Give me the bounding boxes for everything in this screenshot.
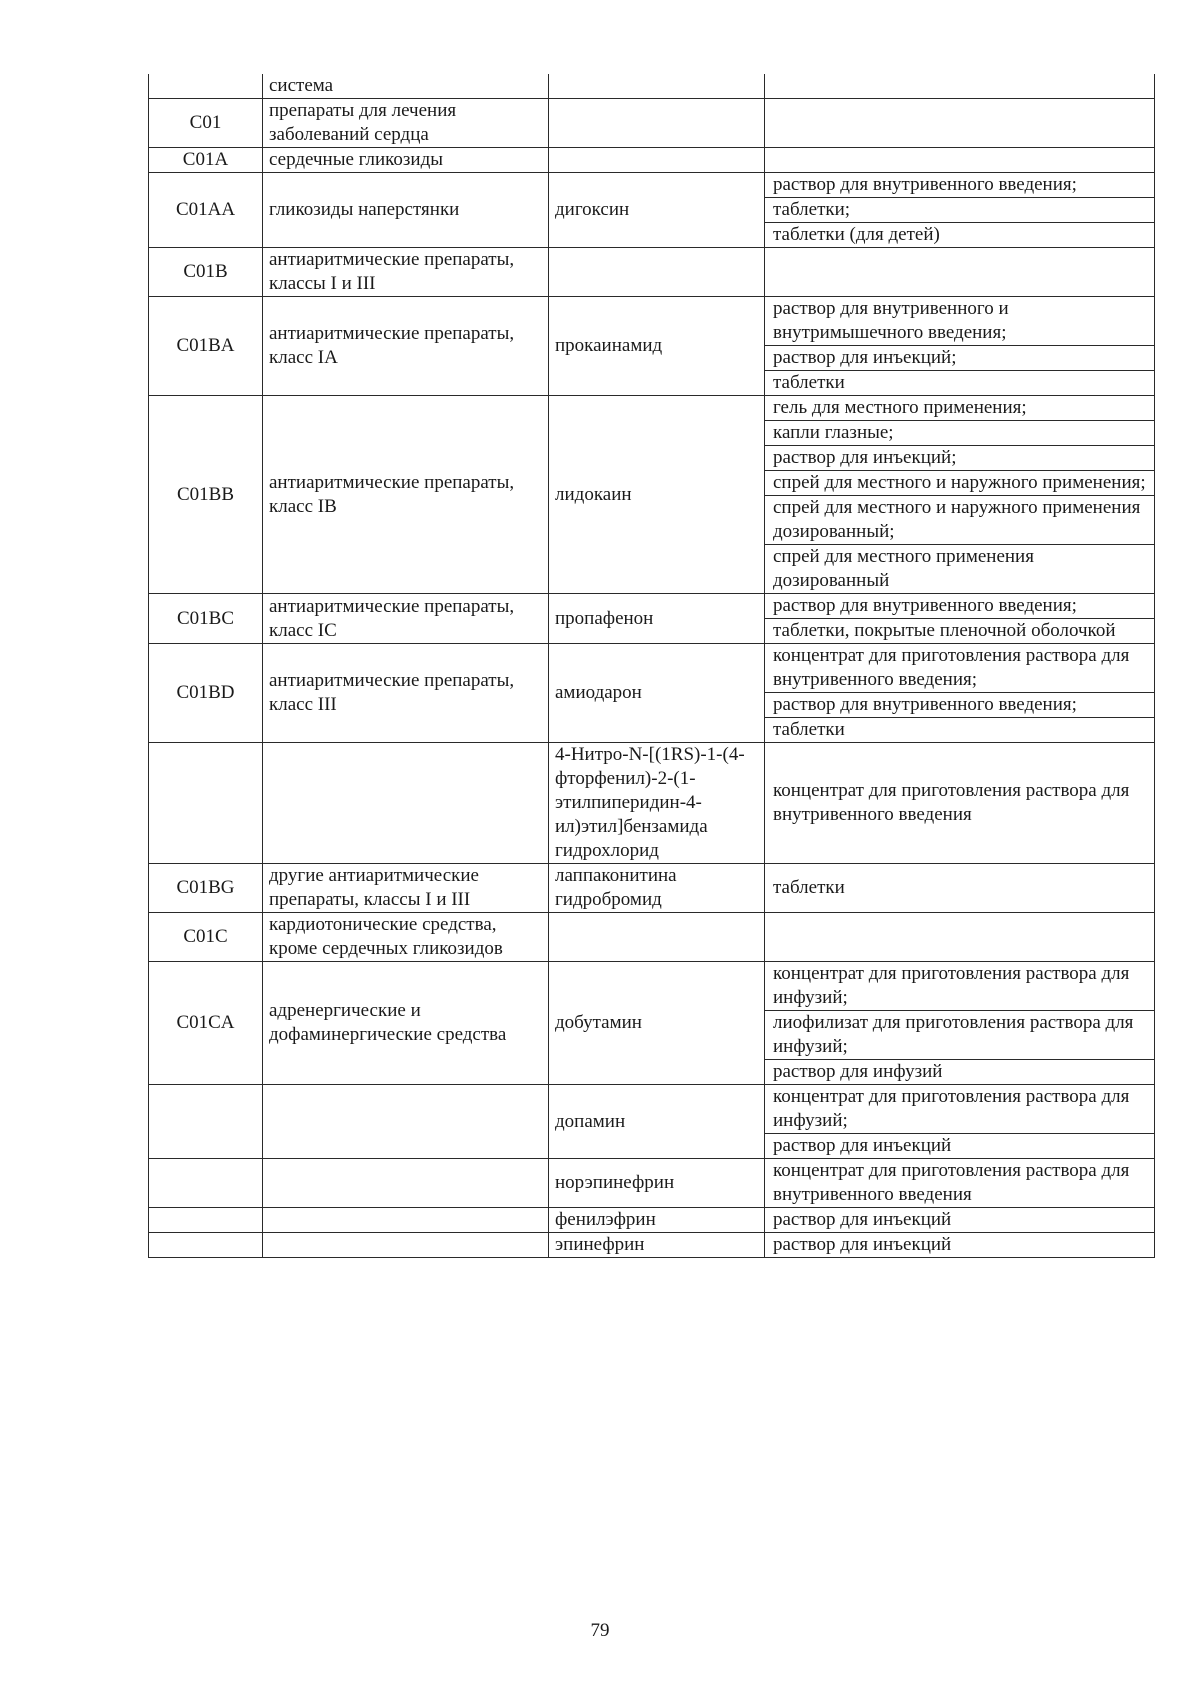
atc-code-cell: C01BA: [149, 297, 263, 396]
dosage-form-cell: раствор для внутривенного введения;: [765, 173, 1155, 198]
table-row: [149, 594, 1155, 619]
substance-cell: эпинефрин: [549, 1233, 765, 1258]
table-row: [149, 148, 1155, 173]
atc-code-cell: [149, 1085, 263, 1159]
dosage-form-cell: концентрат для приготовления раствора для внутривенного введения: [765, 1159, 1155, 1208]
dosage-form-cell: таблетки: [765, 718, 1155, 743]
atc-code-cell: [149, 1208, 263, 1233]
dosage-form-cell: [765, 99, 1155, 148]
substance-cell: допамин: [549, 1085, 765, 1159]
dosage-form-cell: капли глазные;: [765, 421, 1155, 446]
table-row: [149, 743, 1155, 864]
dosage-form-cell: раствор для инфузий: [765, 1060, 1155, 1085]
table-row: [149, 644, 1155, 693]
atc-code-cell: C01: [149, 99, 263, 148]
substance-cell: [549, 913, 765, 962]
atc-code-cell: C01AA: [149, 173, 263, 248]
substance-cell: амиодарон: [549, 644, 765, 743]
group-name-cell: препараты для лечения заболеваний сердца: [263, 99, 549, 148]
atc-code-cell: C01CA: [149, 962, 263, 1085]
substance-cell: 4-Нитро-N-[(1RS)-1-(4-фторфенил)-2-(1-этилпиперидин-4-ил)этил]бензамида гидрохлорид: [549, 743, 765, 864]
table-row: [149, 173, 1155, 198]
group-name-cell: гликозиды наперстянки: [263, 173, 549, 248]
dosage-form-cell: раствор для инъекций: [765, 1233, 1155, 1258]
atc-code-cell: C01BB: [149, 396, 263, 594]
substance-cell: прокаинамид: [549, 297, 765, 396]
group-name-cell: система: [263, 74, 549, 99]
group-name-cell: сердечные гликозиды: [263, 148, 549, 173]
group-name-cell: [263, 1085, 549, 1159]
group-name-cell: [263, 1233, 549, 1258]
dosage-form-cell: таблетки (для детей): [765, 223, 1155, 248]
table-row: [149, 962, 1155, 1011]
substance-cell: [549, 74, 765, 99]
dosage-form-cell: таблетки: [765, 864, 1155, 913]
dosage-form-cell: раствор для внутривенного введения;: [765, 693, 1155, 718]
dosage-form-cell: концентрат для приготовления раствора для инфузий;: [765, 962, 1155, 1011]
page-number: 79: [590, 1620, 610, 1641]
group-name-cell: адренергические и дофаминергические средства: [263, 962, 549, 1085]
dosage-form-cell: [765, 248, 1155, 297]
dosage-form-cell: таблетки, покрытые пленочной оболочкой: [765, 619, 1155, 644]
atc-code-cell: C01BG: [149, 864, 263, 913]
atc-code-cell: [149, 74, 263, 99]
dosage-form-cell: спрей для местного и наружного применения дозированный;: [765, 496, 1155, 545]
substance-cell: фенилэфрин: [549, 1208, 765, 1233]
drug-classification-table: [148, 74, 1155, 1258]
dosage-form-cell: раствор для внутривенного введения;: [765, 594, 1155, 619]
substance-cell: [549, 99, 765, 148]
atc-code-cell: C01BD: [149, 644, 263, 743]
dosage-form-cell: концентрат для приготовления раствора для внутривенного введения: [765, 743, 1155, 864]
table-row: [149, 1208, 1155, 1233]
dosage-form-cell: раствор для внутривенного и внутримышечного введения;: [765, 297, 1155, 346]
substance-cell: добутамин: [549, 962, 765, 1085]
table-row: [149, 913, 1155, 962]
table-row: [149, 1159, 1155, 1208]
dosage-form-cell: концентрат для приготовления раствора для внутривенного введения;: [765, 644, 1155, 693]
table-row: [149, 396, 1155, 421]
dosage-form-cell: раствор для инъекций;: [765, 346, 1155, 371]
substance-cell: дигоксин: [549, 173, 765, 248]
group-name-cell: антиаритмические препараты, класс IB: [263, 396, 549, 594]
group-name-cell: [263, 1159, 549, 1208]
table-row: [149, 74, 1155, 99]
atc-code-cell: C01A: [149, 148, 263, 173]
substance-cell: пропафенон: [549, 594, 765, 644]
atc-code-cell: C01BC: [149, 594, 263, 644]
table-body: [149, 74, 1155, 1258]
dosage-form-cell: концентрат для приготовления раствора для инфузий;: [765, 1085, 1155, 1134]
substance-cell: [549, 248, 765, 297]
dosage-form-cell: [765, 74, 1155, 99]
dosage-form-cell: спрей для местного и наружного применения;: [765, 471, 1155, 496]
dosage-form-cell: [765, 913, 1155, 962]
table-row: [149, 1085, 1155, 1134]
atc-code-cell: C01C: [149, 913, 263, 962]
group-name-cell: антиаритмические препараты, класс III: [263, 644, 549, 743]
table-row: [149, 248, 1155, 297]
group-name-cell: [263, 743, 549, 864]
atc-code-cell: [149, 1159, 263, 1208]
dosage-form-cell: раствор для инъекций: [765, 1208, 1155, 1233]
atc-code-cell: [149, 1233, 263, 1258]
dosage-form-cell: таблетки;: [765, 198, 1155, 223]
dosage-form-cell: раствор для инъекций: [765, 1134, 1155, 1159]
dosage-form-cell: раствор для инъекций;: [765, 446, 1155, 471]
substance-cell: [549, 148, 765, 173]
group-name-cell: другие антиаритмические препараты, классы I и III: [263, 864, 549, 913]
table-row: [149, 99, 1155, 148]
dosage-form-cell: гель для местного применения;: [765, 396, 1155, 421]
atc-code-cell: C01B: [149, 248, 263, 297]
table-row: [149, 864, 1155, 913]
substance-cell: норэпинефрин: [549, 1159, 765, 1208]
dosage-form-cell: спрей для местного применения дозированный: [765, 545, 1155, 594]
group-name-cell: антиаритмические препараты, класс IC: [263, 594, 549, 644]
atc-code-cell: [149, 743, 263, 864]
group-name-cell: антиаритмические препараты, классы I и III: [263, 248, 549, 297]
dosage-form-cell: лиофилизат для приготовления раствора для инфузий;: [765, 1011, 1155, 1060]
table-row: [149, 297, 1155, 346]
dosage-form-cell: [765, 148, 1155, 173]
substance-cell: лаппаконитина гидробромид: [549, 864, 765, 913]
table-row: [149, 1233, 1155, 1258]
group-name-cell: антиаритмические препараты, класс IA: [263, 297, 549, 396]
group-name-cell: [263, 1208, 549, 1233]
dosage-form-cell: таблетки: [765, 371, 1155, 396]
substance-cell: лидокаин: [549, 396, 765, 594]
group-name-cell: кардиотонические средства, кроме сердечных гликозидов: [263, 913, 549, 962]
